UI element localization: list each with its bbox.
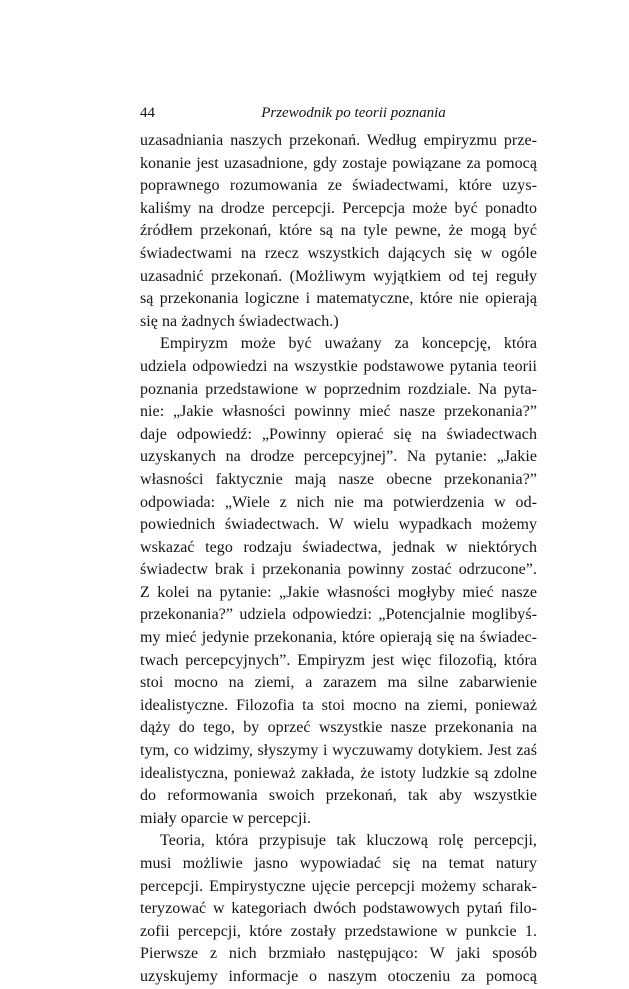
text-line: idealistyczna, ponieważ zakłada, że istoty ludzkie są zdolne <box>140 764 537 782</box>
text-line: uzasadnić przekonań. (Możliwym wyjątkiem od tej reguły <box>140 267 537 285</box>
text-line: kaliśmy na drodze percepcji. Percepcja może być ponadto <box>140 199 537 217</box>
text-line: Teoria, która przypisuje tak kluczową rolę percepcji, <box>160 832 537 850</box>
text-line: konanie jest uzasadnione, gdy zostaje powiązane za pomocą <box>140 154 537 172</box>
text-line: uzyskanych na drodze percepcyjnej”. Na pytanie: „Jakie <box>140 448 537 466</box>
text-line: teryzować w kategoriach dwóch podstawowych pytań filo- <box>140 900 537 918</box>
text-line: świadectw brak i przekonania powinny zostać odrzucone”. <box>140 561 537 579</box>
running-head <box>140 103 537 123</box>
text-line: przekonania?” udziela odpowiedzi: „Potencjalnie moglibyś- <box>140 606 537 624</box>
text-line: się na żadnych świadectwach.) <box>140 312 339 330</box>
text-line: uzasadniania naszych przekonań. Według empiryzmu prze- <box>140 132 537 149</box>
page-number: 44 <box>140 105 155 121</box>
text-line: musi możliwie jasno wypowiadać się na temat natury <box>140 855 537 872</box>
text-line: percepcji. Empirystyczne ujęcie percepcji możemy scharak- <box>140 877 537 895</box>
text-line: wskazać tego rodzaju świadectwa, jednak w niektórych <box>140 538 537 556</box>
text-line: dąży do tego, by oprzeć wszystkie nasze przekonania na <box>140 719 537 737</box>
text-line: własności faktycznie mają nasze obecne przekonania?” <box>140 470 537 488</box>
text-line: daje odpowiedź: „Powinny opierać się na świadectwach <box>140 425 537 443</box>
text-line: idealistyczne. Filozofia ta stoi mocno na ziemi, ponieważ <box>140 696 537 714</box>
text-line: Z kolei na pytanie: „Jakie własności mogłyby mieć nasze <box>140 583 537 601</box>
text-line: do reformowania swoich przekonań, tak aby wszystkie <box>140 787 537 805</box>
text-line: uzyskujemy informacje o naszym otoczeniu za pomocą <box>140 967 537 985</box>
running-title: Przewodnik po teorii poznania <box>261 105 446 121</box>
text-line: my mieć jedynie przekonania, które opierają się na świadec- <box>140 629 537 647</box>
text-line: poznania przedstawione w poprzednim rozdziale. Na pyta- <box>140 380 537 398</box>
body-text <box>140 130 537 989</box>
text-line: twach percepcyjnych”. Empiryzm jest więc filozofią, która <box>140 651 537 669</box>
text-line: udziela odpowiedzi na wszystkie podstawowe pytania teorii <box>140 357 537 375</box>
text-line: powiednich świadectwach. W wielu wypadkach możemy <box>140 516 537 534</box>
text-line: Empiryzm może być uważany za koncepcję, która <box>160 335 537 353</box>
text-line: Pierwsze z nich brzmiało następująco: W jaki sposób <box>140 945 537 963</box>
text-line: nie: „Jakie własności powinny mieć nasze przekonania?” <box>140 403 537 421</box>
text-line: odpowiada: „Wiele z nich nie ma potwierdzenia w od- <box>140 493 537 511</box>
text-line: poprawnego rozumowania ze świadectwami, które uzys- <box>140 177 537 195</box>
text-line: są przekonania logiczne i matematyczne, które nie opierają <box>140 290 537 308</box>
text-line: świadectwami na rzecz wszystkich dających się w ogóle <box>140 244 537 262</box>
text-line: stoi mocno na ziemi, a zarazem ma silne zabarwienie <box>140 674 537 692</box>
text-line: tym, co widzimy, słyszymy i wyczuwamy dotykiem. Jest zaś <box>140 742 537 760</box>
text-line: miały oparcie w percepcji. <box>140 809 311 827</box>
text-line: źródłem przekonań, które są na tyle pewne, że mogą być <box>140 222 537 240</box>
text-line: zofii percepcji, które zostały przedstawione w punkcie 1. <box>140 922 537 940</box>
